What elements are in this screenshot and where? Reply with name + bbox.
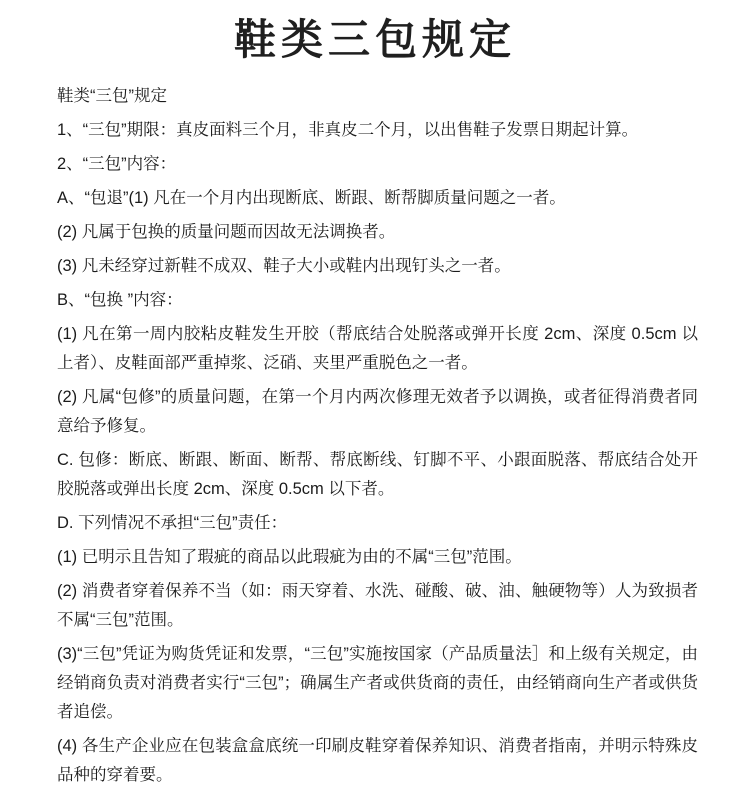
paragraph: C. 包修：断底、断跟、断面、断帮、帮底断线、钉脚不平、小跟面脱落、帮底结合处开胶脱落或弹出长度 2cm、深度 0.5cm 以下者。 <box>57 451 698 498</box>
paragraph: (2) 凡属于包换的质量问题而因故无法调换者。 <box>57 223 396 241</box>
paragraph: 1、“三包”期限：真皮面料三个月，非真皮二个月，以出售鞋子发票日期起计算。 <box>57 121 639 139</box>
paragraph: (3)“三包”凭证为购货凭证和发票，“三包”实施按国家（产品质量法］和上级有关规定，由经销商负责对消费者实行“三包”；确属生产者或供货商的责任，由经销商向生产者或供货者追偿。 <box>57 645 698 721</box>
page-title: 鞋类三包规定 <box>233 15 516 64</box>
paragraph: (3) 凡未经穿过新鞋不成双、鞋子大小或鞋内出现钉头之一者。 <box>57 257 511 275</box>
paragraph: B、“包换 ”内容： <box>57 291 183 309</box>
paragraph: (1) 已明示且告知了瑕疵的商品以此瑕疵为由的不属“三包”范围。 <box>57 548 522 566</box>
paragraph: D. 下列情况不承担“三包”责任： <box>57 514 288 532</box>
document-body <box>0 82 750 809</box>
paragraph: (2) 凡属“包修”的质量问题，在第一个月内两次修理无效者予以调换，或者征得消费者同意给予修复。 <box>57 388 698 435</box>
paragraph: 2、“三包”内容： <box>57 155 177 173</box>
paragraph: (1) 凡在第一周内胶粘皮鞋发生开胶（帮底结合处脱落或弹开长度 2cm、深度 0.5cm 以上者）、皮鞋面部严重掉浆、泛硝、夹里严重脱色之一者。 <box>57 325 698 372</box>
paragraph: (4) 各生产企业应在包装盒盒底统一印刷皮鞋穿着保养知识、消费者指南，并明示特殊皮品种的穿着要。 <box>57 737 698 784</box>
paragraph: A、“包退”(1) 凡在一个月内出现断底、断跟、断帮脚质量问题之一者。 <box>57 189 566 207</box>
paragraph: (2) 消费者穿着保养不当（如：雨天穿着、水洗、碰酸、破、油、触硬物等）人为致损者不属“三包”范围。 <box>57 582 698 629</box>
document-subheading: 鞋类“三包”规定 <box>57 87 167 105</box>
